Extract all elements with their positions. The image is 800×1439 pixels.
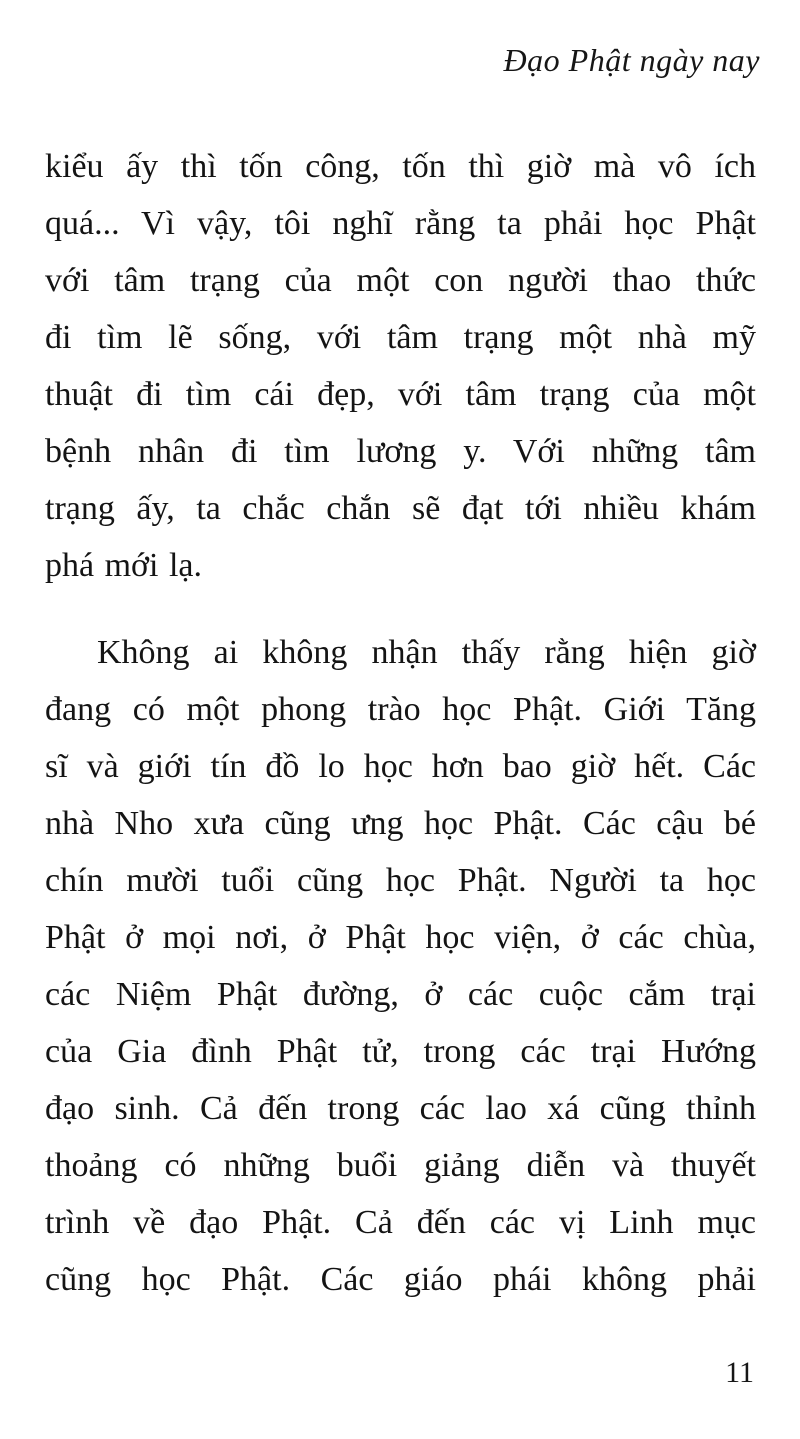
paragraph-1	[45, 138, 756, 594]
text-line: đạo sinh. Cả đến trong các lao xá cũng thỉnh	[45, 1090, 756, 1127]
text-line: trình về đạo Phật. Cả đến các vị Linh mục	[45, 1204, 756, 1241]
page-number: 11	[725, 1356, 754, 1389]
paragraph-2	[45, 624, 756, 1308]
running-header: Đạo Phật ngày nay	[503, 42, 760, 78]
text-line: quá... Vì vậy, tôi nghĩ rằng ta phải học Phật	[45, 205, 756, 242]
text-line: đi tìm lẽ sống, với tâm trạng một nhà mỹ	[45, 319, 756, 356]
text-line: với tâm trạng của một con người thao thức	[45, 262, 756, 299]
text-line: thuật đi tìm cái đẹp, với tâm trạng của một	[45, 376, 756, 413]
body-text	[45, 138, 756, 1308]
text-line: của Gia đình Phật tử, trong các trại Hướng	[45, 1033, 756, 1070]
text-line: cũng học Phật. Các giáo phái không phải	[45, 1261, 756, 1298]
text-line: Phật ở mọi nơi, ở Phật học viện, ở các chùa,	[45, 919, 756, 956]
text-line: các Niệm Phật đường, ở các cuộc cắm trại	[45, 976, 756, 1013]
text-line: thoảng có những buổi giảng diễn và thuyết	[45, 1147, 756, 1184]
text-line: kiểu ấy thì tốn công, tốn thì giờ mà vô ích	[45, 148, 756, 185]
text-line: sĩ và giới tín đồ lo học hơn bao giờ hết. Các	[45, 748, 756, 785]
text-line: Không ai không nhận thấy rằng hiện giờ	[97, 634, 756, 671]
text-line: đang có một phong trào học Phật. Giới Tăng	[45, 691, 756, 728]
text-line: nhà Nho xưa cũng ưng học Phật. Các cậu bé	[45, 805, 756, 842]
text-line: bệnh nhân đi tìm lương y. Với những tâm	[45, 433, 756, 470]
text-line: chín mười tuổi cũng học Phật. Người ta học	[45, 862, 756, 899]
text-line: phá mới lạ.	[45, 547, 202, 584]
text-line: trạng ấy, ta chắc chắn sẽ đạt tới nhiều khám	[45, 490, 756, 527]
